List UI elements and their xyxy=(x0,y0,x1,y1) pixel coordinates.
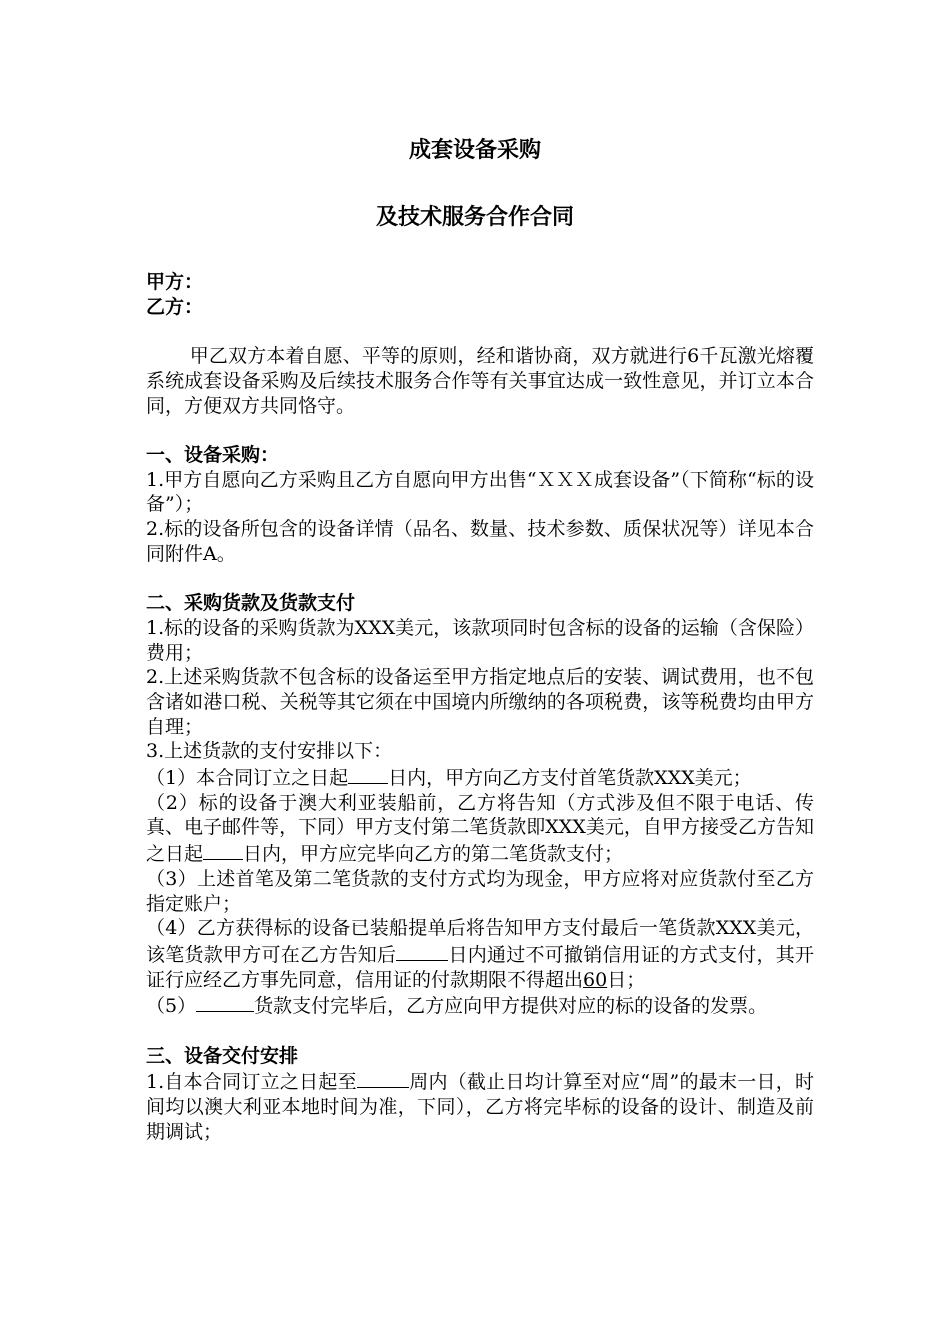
contract-title-line-1: 成套设备采购 xyxy=(408,138,541,163)
section-3-heading: 三、设备交付安排 xyxy=(146,1044,299,1067)
fill-in-blank xyxy=(396,941,448,961)
clause-text: 日内，甲方向乙方支付首笔货款XXX美元； xyxy=(388,767,752,790)
intro-paragraph: 甲乙双方本着自愿、平等的原则，经和谐协商，双方就进行6千瓦激光熔覆系统成套设备采购及后续技术服务合作等有关事宜达成一致性意见，并订立本合同，方便双方共同恪守。 xyxy=(146,345,814,417)
spacer xyxy=(146,566,814,591)
section-2-item-2: 2.上述采购货款不包含标的设备运至甲方指定地点后的安装、调试费用，也不包含诸如港口税、关税等其它须在中国境内所缴纳的各项税费，该等税费均由甲方自理； xyxy=(146,666,814,738)
payment-clause-1 xyxy=(146,764,814,791)
section-2-item-3: 3.上述货款的支付安排以下： xyxy=(146,740,393,763)
fill-in-blank xyxy=(357,1068,409,1088)
clause-text: （4）乙方获得标的设备已装船提单后将告知甲方支付最后一笔货款XXX美元，该笔货款甲方可在乙方告知后 xyxy=(146,917,814,966)
spacer xyxy=(146,1019,814,1044)
payment-clause-3: （3）上述首笔及第二笔货款的支付方式均为现金，甲方应将对应货款付至乙方指定账户； xyxy=(146,867,814,915)
clause-text: 日内通过不可撤销信用证的方式支付，其开证行应经乙方事先同意，信用证的付款期限不得超出 xyxy=(146,943,814,991)
section-3-item-1 xyxy=(146,1068,814,1144)
clause-text: 日； xyxy=(607,968,646,991)
section-1-item-2: 2.标的设备所包含的设备详情（品名、数量、技术参数、质保状况等）详见本合同附件A。 xyxy=(146,518,814,565)
payment-clause-2 xyxy=(146,791,814,867)
section-2-heading: 二、采购货款及货款支付 xyxy=(146,592,356,615)
party-b-label: 乙方： xyxy=(146,295,204,318)
payment-clause-4 xyxy=(146,916,814,992)
contract-body xyxy=(146,270,814,1145)
clause-text: （2）标的设备于澳大利亚装船前，乙方将告知（方式涉及但不限于电话、传真、电子邮件等，下同）甲方支付第二笔货款即XXX美元，自甲方接受乙方告知之日起 xyxy=(146,791,814,866)
clause-text: 1.自本合同订立之日起至 xyxy=(146,1071,357,1094)
section-1-heading: 一、设备采购： xyxy=(146,443,280,466)
fill-in-blank xyxy=(203,840,243,860)
clause-text: 货款支付完毕后，乙方应向甲方提供对应的标的设备的发票。 xyxy=(254,995,768,1018)
fill-in-blank xyxy=(348,764,388,784)
section-1-item-1: 1.甲方自愿向乙方采购且乙方自愿向甲方出售“ＸＸＸ成套设备”（下简称“标的设备”）； xyxy=(146,468,814,516)
spacer xyxy=(146,319,814,344)
fill-in-blank xyxy=(196,992,254,1012)
clause-text: （1）本合同订立之日起 xyxy=(146,767,349,790)
clause-text: 周内（截止日均计算至对应“周”的最末一日，时间均以澳大利亚本地时间为准，下同），乙方将完毕标的设备的设计、制造及前期调试； xyxy=(146,1071,814,1143)
clause-text: 日内，甲方应完毕向乙方的第二笔货款支付； xyxy=(243,843,624,866)
party-a-label: 甲方： xyxy=(146,271,204,293)
payment-clause-5 xyxy=(146,992,814,1019)
payment-term-days: 60 xyxy=(583,968,608,991)
section-2-item-1: 1.标的设备的采购货款为XXX美元，该款项同时包含标的设备的运输（含保险）费用； xyxy=(146,616,814,664)
contract-title-line-2: 及技术服务合作合同 xyxy=(375,205,574,230)
spacer xyxy=(146,418,814,443)
clause-text: （5） xyxy=(146,995,197,1018)
